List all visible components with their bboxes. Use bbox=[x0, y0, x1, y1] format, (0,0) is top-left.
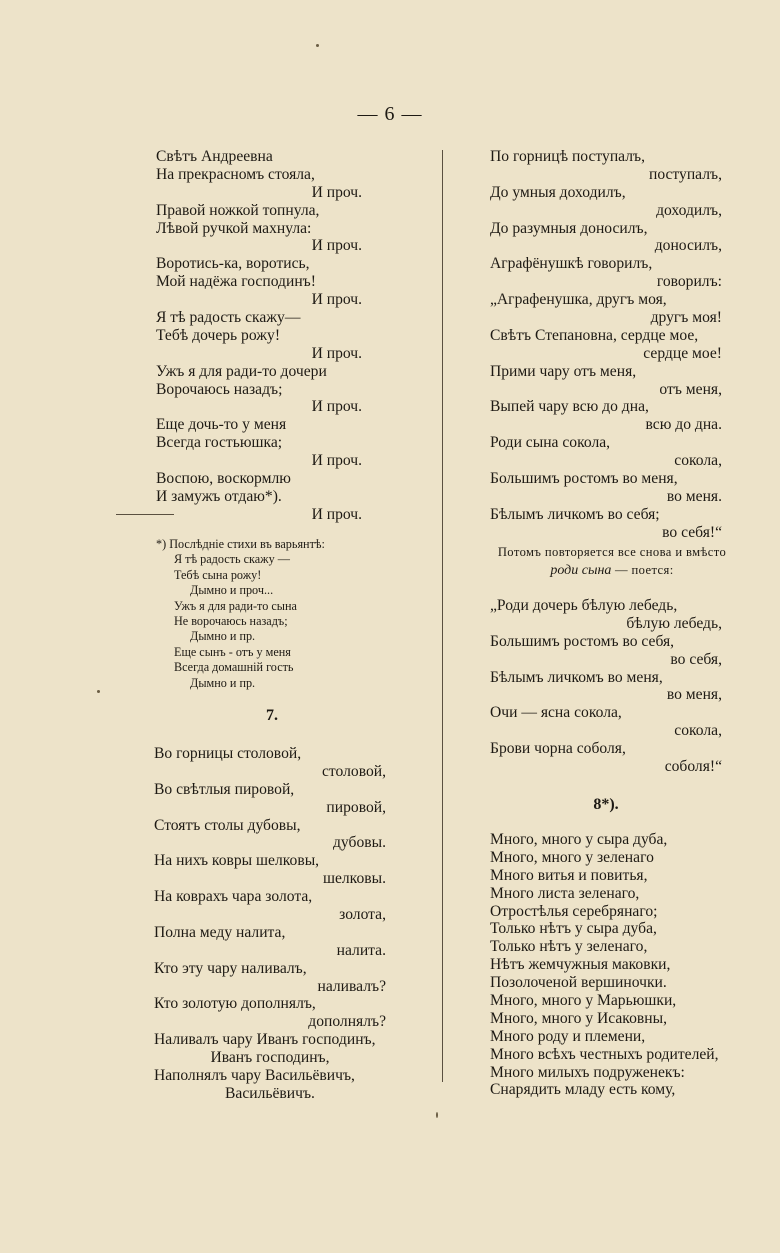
verse-refrain: сокола, bbox=[674, 452, 722, 470]
verse-line: Стоятъ столы дубовы, bbox=[154, 816, 301, 834]
footnote-line: Дымно и пр. bbox=[190, 629, 256, 644]
verse-line: Очи — ясна сокола, bbox=[490, 704, 622, 722]
verse-line: На прекрасномъ стояла, bbox=[156, 165, 315, 183]
verse-line: Кто эту чару наливалъ, bbox=[154, 959, 307, 977]
verse-line: Наполнялъ чару Васильёвичъ, bbox=[154, 1067, 355, 1085]
left-column-verses bbox=[156, 148, 362, 524]
verse-line: Роди сына сокола, bbox=[490, 434, 611, 452]
paper-speck bbox=[436, 1112, 438, 1118]
verse-refrain: И проч. bbox=[311, 398, 362, 416]
verse-refrain: поступалъ, bbox=[648, 165, 722, 183]
verse-line: Много, много у сыра дуба, bbox=[490, 831, 668, 848]
verse-line: И замужъ отдаю*). bbox=[156, 487, 282, 505]
verse-refrain: сердце мое! bbox=[643, 344, 722, 362]
verse-line: Ужъ я для ради-то дочери bbox=[156, 362, 327, 380]
footnote-line: Всегда домашній гость bbox=[174, 660, 294, 675]
verse-line: Снарядить младу есть кому, bbox=[490, 1081, 676, 1099]
verse-refrain: во меня. bbox=[666, 487, 722, 505]
verse-refrain: налита. bbox=[336, 941, 386, 959]
verse-line: Много, много у Марьюшки, bbox=[490, 992, 677, 1010]
verse-line: Наливалъ чару Иванъ господинъ, bbox=[154, 1031, 376, 1049]
repeat-instruction-rest: — поется: bbox=[611, 563, 674, 577]
footnote-line: Тебѣ сына рожу! bbox=[174, 567, 262, 582]
verse-line: Аграфёнушкѣ говорилъ, bbox=[490, 255, 653, 273]
footnote-line: *) Послѣдніе стихи въ варьянтѣ: bbox=[156, 537, 325, 551]
song-7-verses bbox=[154, 745, 386, 1103]
verse-line: Много витья и повитья, bbox=[490, 866, 648, 884]
verse-line: Много всѣхъ честныхъ родителей, bbox=[490, 1045, 719, 1063]
verse-refrain: во меня, bbox=[666, 686, 722, 704]
verse-line: Еще дочь-то у меня bbox=[156, 416, 287, 434]
verse-line: Свѣтъ Степановна, сердце мое, bbox=[490, 326, 699, 344]
verse-line: Позолоченой вершиночки. bbox=[490, 974, 667, 992]
verse-line: Выпей чару всю до дна, bbox=[490, 398, 649, 416]
verse-refrain: И проч. bbox=[311, 291, 362, 309]
verse-refrain: наливалъ? bbox=[317, 977, 386, 995]
verse-refrain: соболя!“ bbox=[664, 758, 722, 776]
verse-refrain: Васильёвичъ. bbox=[225, 1084, 315, 1102]
verse-line: Свѣтъ Андреевна bbox=[156, 148, 273, 165]
repeat-instruction-italic: роди сына bbox=[550, 563, 612, 578]
verse-refrain: во себя!“ bbox=[662, 523, 722, 541]
verse-line: Много милыхъ подруженекъ: bbox=[490, 1063, 685, 1081]
verse-line: Нѣтъ жемчужныя маковки, bbox=[490, 956, 671, 974]
repeat-instruction bbox=[462, 543, 762, 580]
right-column-verses bbox=[490, 148, 722, 542]
verse-refrain: сокола, bbox=[674, 722, 722, 740]
verse-line: Бѣлымъ личкомъ во меня, bbox=[490, 668, 663, 686]
verse-refrain: шелковы. bbox=[322, 870, 386, 888]
song-number-8: 8*). bbox=[593, 796, 619, 813]
verse-refrain: отъ меня, bbox=[659, 380, 722, 398]
verse-line: Всегда гостьюшка; bbox=[156, 434, 283, 452]
verse-refrain: И проч. bbox=[311, 344, 362, 362]
verse-line: Много, много у Исаковны, bbox=[490, 1009, 667, 1027]
verse-line: Брови чорна соболя, bbox=[490, 740, 626, 758]
footnote bbox=[156, 537, 325, 691]
verse-refrain: И проч. bbox=[311, 183, 362, 201]
verse-line: Кто золотую дополнялъ, bbox=[154, 995, 316, 1013]
verse-refrain: дополнялъ? bbox=[308, 1013, 386, 1031]
verse-line: По горницѣ поступалъ, bbox=[490, 148, 645, 165]
page-number: — 6 — bbox=[357, 103, 423, 125]
verse-line: На коврахъ чара золота, bbox=[154, 888, 313, 906]
verse-line: Только нѣтъ у сыра дуба, bbox=[490, 920, 657, 938]
verse-line: До разумныя доносилъ, bbox=[490, 219, 648, 237]
footnote-line: Еще сынъ - отъ у меня bbox=[174, 644, 291, 659]
verse-refrain: доносилъ, bbox=[654, 237, 722, 255]
paper-speck bbox=[316, 44, 319, 47]
footnote-rule bbox=[116, 514, 174, 515]
verse-line: Бѣлымъ личкомъ во себя; bbox=[490, 505, 660, 523]
verse-refrain: столовой, bbox=[322, 762, 386, 780]
verse-line: Прими чару отъ меня, bbox=[490, 362, 637, 380]
verse-line: Отростѣлья серебрянаго; bbox=[490, 902, 658, 920]
footnote-line: Ужъ я для ради-то сына bbox=[174, 598, 297, 613]
paper-speck bbox=[97, 690, 100, 693]
verse-line: Мой надёжа господинъ! bbox=[156, 273, 316, 291]
verse-line: Я тѣ радость скажу— bbox=[156, 309, 301, 327]
verse-refrain: пировой, bbox=[326, 798, 386, 816]
verse-line: Много листа зеленаго, bbox=[490, 884, 640, 902]
verse-refrain: бѣлую лебедь, bbox=[626, 614, 722, 632]
verse-refrain: доходилъ, bbox=[656, 201, 722, 219]
verse-refrain: Иванъ господинъ, bbox=[210, 1049, 330, 1067]
footnote-line: Не ворочаюсь назадъ; bbox=[174, 613, 288, 628]
verse-refrain: всю до дна. bbox=[645, 416, 722, 434]
verse-line: Ворочаюсь назадъ; bbox=[156, 380, 283, 398]
verse-refrain: золота, bbox=[339, 906, 386, 924]
verse-line: До умныя доходилъ, bbox=[490, 183, 626, 201]
verse-line: „Роди дочерь бѣлую лебедь, bbox=[490, 597, 678, 614]
verse-line: На нихъ ковры шелковы, bbox=[154, 852, 320, 870]
verse-refrain: дубовы. bbox=[333, 834, 386, 852]
verse-refrain: И проч. bbox=[311, 505, 362, 523]
verse-line: Воспою, воскормлю bbox=[156, 470, 291, 488]
verse-refrain: другъ моя! bbox=[650, 309, 722, 327]
footnote-line: Дымно и пр. bbox=[190, 675, 256, 690]
verse-line: Во горницы столовой, bbox=[154, 745, 302, 762]
verse-refrain: И проч. bbox=[311, 237, 362, 255]
verse-line: Большимъ ростомъ во себя, bbox=[490, 632, 675, 650]
verse-line: Большимъ ростомъ во меня, bbox=[490, 470, 678, 488]
verse-line: Во свѣтлыя пировой, bbox=[154, 780, 295, 798]
repeat-instruction-line2 bbox=[462, 561, 762, 580]
verse-refrain: говорилъ: bbox=[656, 273, 722, 291]
footnote-line: Дымно и проч... bbox=[190, 583, 274, 598]
verse-refrain: И проч. bbox=[311, 452, 362, 470]
verse-line: Много, много у зеленаго bbox=[490, 848, 654, 866]
verse-line: Много роду и племени, bbox=[490, 1027, 646, 1045]
column-divider bbox=[442, 150, 443, 1082]
song-variant-verses bbox=[490, 597, 722, 776]
verse-line: Правой ножкой топнула, bbox=[156, 201, 320, 219]
verse-line: Полна меду налита, bbox=[154, 923, 286, 941]
footnote-line: Я тѣ радость скажу — bbox=[174, 552, 290, 567]
verse-line: Тебѣ дочерь рожу! bbox=[156, 326, 281, 344]
repeat-instruction-line: Потомъ повторяется все снова и вмѣсто bbox=[497, 545, 727, 559]
song-8-verses bbox=[490, 831, 750, 1099]
verse-line: „Аграфенушка, другъ моя, bbox=[490, 291, 667, 309]
verse-line: Воротись-ка, воротись, bbox=[156, 255, 310, 273]
verse-line: Только нѣтъ у зеленаго, bbox=[490, 938, 648, 956]
song-number-7: 7. bbox=[266, 707, 278, 724]
verse-line: Лѣвой ручкой махнула: bbox=[156, 219, 312, 237]
verse-refrain: во себя, bbox=[670, 650, 722, 668]
